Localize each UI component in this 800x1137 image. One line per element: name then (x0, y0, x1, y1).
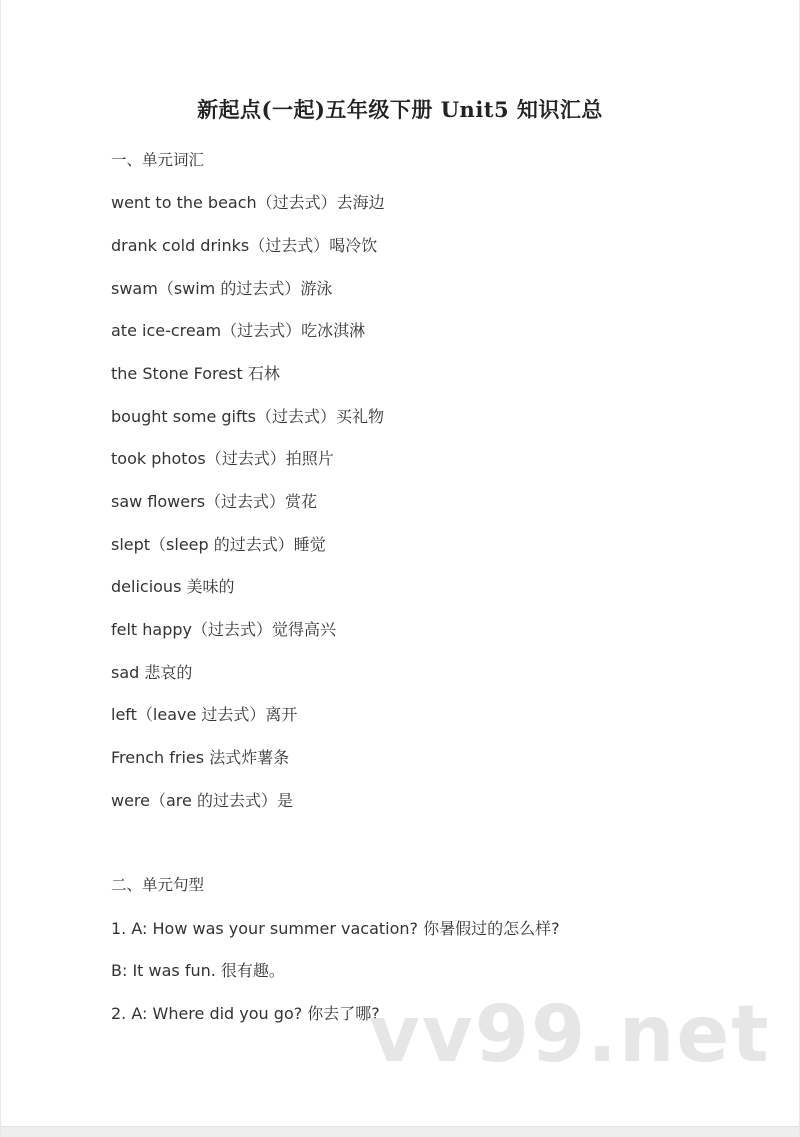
sentence-item: B: It was fun. 很有趣。 (111, 961, 285, 980)
vocab-item: saw flowers（过去式）赏花 (111, 492, 318, 511)
vocab-item: went to the beach（过去式）去海边 (111, 193, 385, 212)
vocab-item: French fries 法式炸薯条 (111, 748, 290, 767)
vocab-item: felt happy（过去式）觉得高兴 (111, 620, 337, 639)
sentence-item: 2. A: Where did you go? 你去了哪? (111, 1004, 380, 1023)
page-bottom-edge (1, 1126, 799, 1137)
vocab-item: drank cold drinks（过去式）喝冷饮 (111, 236, 378, 255)
vocab-item: bought some gifts（过去式）买礼物 (111, 407, 384, 426)
vocab-item: were（are 的过去式）是 (111, 791, 293, 810)
vocab-item: delicious 美味的 (111, 577, 235, 596)
section-heading-sentences: 二、单元句型 (111, 876, 205, 894)
section-heading-vocabulary: 一、单元词汇 (111, 151, 205, 169)
vocab-item: swam（swim 的过去式）游泳 (111, 279, 333, 298)
sentence-item: 1. A: How was your summer vacation? 你暑假过的怎么样? (111, 919, 560, 938)
vocab-item: took photos（过去式）拍照片 (111, 449, 334, 468)
vocab-item: ate ice-cream（过去式）吃冰淇淋 (111, 321, 366, 340)
document-title: 新起点(一起)五年级下册 Unit5 知识汇总 (197, 97, 603, 122)
vocab-item: the Stone Forest 石林 (111, 364, 280, 383)
vocab-item: slept（sleep 的过去式）睡觉 (111, 535, 326, 554)
vocab-item: sad 悲哀的 (111, 663, 193, 682)
watermark: vv99.net (369, 990, 771, 1080)
vocab-item: left（leave 过去式）离开 (111, 705, 298, 724)
